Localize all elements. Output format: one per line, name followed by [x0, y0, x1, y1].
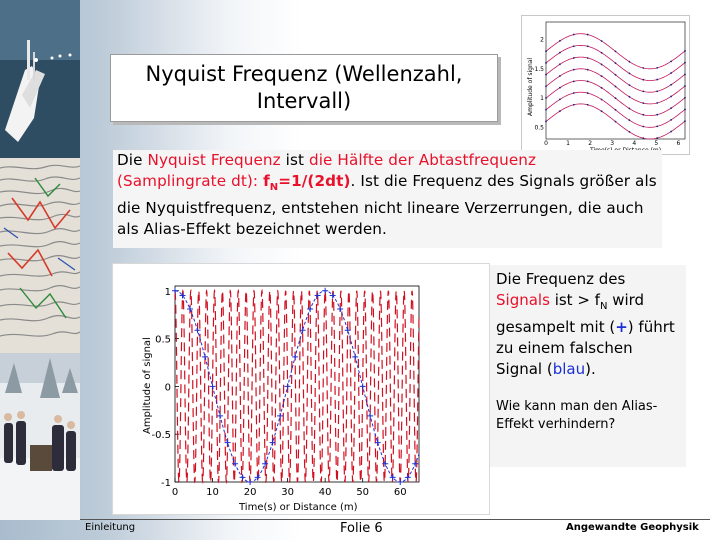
thumb-sample-point — [670, 72, 672, 74]
thumb-sample-point — [615, 121, 617, 123]
sample-marker — [337, 306, 343, 312]
thumb-sample-point — [559, 63, 561, 65]
thumb-sample-point — [656, 102, 658, 104]
side-signals: Signals — [496, 291, 550, 309]
y-tick-label: -1 — [161, 478, 171, 489]
thumb-sample-point — [615, 97, 617, 99]
thumb-sample-point — [559, 52, 561, 54]
y-tick-label: 0.5 — [155, 334, 171, 346]
thumb-sample-point — [615, 62, 617, 64]
thumb-sample-point — [601, 75, 603, 77]
nyquist-term: Nyquist Frequenz — [147, 151, 281, 169]
main-ylabel: Amplitude of signal — [142, 337, 153, 434]
thumb-sample-point — [670, 60, 672, 62]
y-tick-label: 1 — [164, 286, 171, 298]
thumb-sample-point — [559, 40, 561, 42]
footer-section: Einleitung — [85, 522, 136, 533]
thumb-sample-point — [601, 52, 603, 54]
thumb-x-tick-label: 4 — [632, 140, 637, 147]
thumb-y-tick-label: 1 — [540, 95, 544, 103]
thumb-sample-point — [684, 109, 686, 111]
main-xlabel: Time(s) or Distance (m) — [239, 502, 358, 513]
thumb-ylabel: Amplitude of signal — [527, 57, 534, 116]
thumb-sample-point — [545, 62, 547, 64]
thumb-sample-point — [545, 85, 547, 87]
sampling-rate-term: (Samplingrate dt): — [117, 172, 259, 190]
thumb-sample-point — [545, 109, 547, 111]
thumb-sample-point — [601, 87, 603, 89]
thumb-sample-point — [670, 96, 672, 98]
thumb-x-tick-label: 3 — [610, 140, 615, 147]
thumb-sample-point — [642, 102, 644, 104]
side-plus: + — [615, 318, 628, 336]
sample-marker — [210, 383, 216, 389]
thumb-sample-point — [629, 119, 631, 121]
thumb-sample-point — [684, 62, 686, 64]
thumb-sample-point — [587, 69, 589, 71]
thumb-sample-point — [656, 114, 658, 116]
thumb-sample-point — [559, 99, 561, 101]
slide-number: Folie 6 — [340, 521, 383, 536]
thumbnail-chart — [521, 15, 690, 155]
thumb-sample-point — [642, 67, 644, 69]
thumb-sample-point — [559, 87, 561, 89]
thumb-sample-point — [629, 73, 631, 75]
seismic-section-image — [0, 158, 80, 353]
thumb-sample-point — [670, 119, 672, 121]
intro-die: Die — [117, 151, 143, 169]
sample-marker — [322, 288, 328, 294]
thumb-sample-point — [684, 85, 686, 87]
thumb-sample-point — [684, 120, 686, 122]
thumb-sample-point — [684, 97, 686, 99]
thumb-sample-point — [587, 104, 589, 106]
thumb-sample-point — [656, 79, 658, 81]
thumb-sample-point — [656, 137, 658, 139]
sample-marker — [360, 383, 366, 389]
sample-marker — [277, 413, 283, 419]
side-blau: blau — [552, 360, 586, 378]
thumb-sample-point — [601, 110, 603, 112]
thumb-sample-point — [587, 34, 589, 36]
thumb-sample-point — [642, 126, 644, 128]
side-c: ist > f — [554, 291, 600, 309]
thumb-sample-point — [573, 104, 575, 106]
nyquist-formula: $f_N=1/(2dt)$ — [263, 172, 351, 194]
intro-text — [113, 150, 662, 248]
sample-marker — [217, 413, 223, 419]
thumb-x-tick-label: 2 — [588, 140, 593, 147]
sample-marker — [172, 288, 178, 294]
intro-rest: . Ist die Frequenz des Signals größer als die Nyquistfrequenz, entstehen nicht lineare Verzerrungen, die auch als Alias-Effekt bezeichnet werden. — [117, 172, 657, 239]
thumb-sample-point — [642, 91, 644, 93]
thumb-sample-point — [684, 50, 686, 52]
thumb-sample-point — [656, 125, 658, 127]
x-tick-label: 50 — [356, 487, 370, 498]
field-team-photo — [0, 353, 80, 520]
sample-marker — [405, 474, 411, 480]
thumb-sample-point — [545, 97, 547, 99]
intro-ist: ist — [285, 151, 305, 169]
title-line-2: Intervall) — [256, 89, 352, 113]
thumb-sample-point — [642, 137, 644, 139]
thumb-sample-point — [545, 50, 547, 52]
thumb-sample-point — [559, 75, 561, 77]
thumb-sample-point — [559, 110, 561, 112]
thumb-sample-point — [670, 84, 672, 86]
thumb-sample-point — [656, 67, 658, 69]
footer-course: Angewandte Geophysik — [566, 522, 699, 533]
y-tick-label: 0 — [164, 382, 171, 394]
side-explanation — [490, 265, 686, 467]
ship-photo — [0, 0, 80, 158]
thumb-sample-point — [629, 108, 631, 110]
thumb-sample-point — [629, 61, 631, 63]
side-d: N — [599, 301, 608, 312]
sample-marker — [352, 354, 358, 360]
thumb-sample-point — [601, 64, 603, 66]
thumb-sample-point — [587, 57, 589, 59]
thumb-sample-point — [656, 90, 658, 92]
sample-marker — [397, 479, 403, 485]
thumb-y-tick-label: 1.5 — [534, 65, 544, 73]
thumb-sample-point — [601, 40, 603, 42]
sample-marker — [285, 383, 291, 389]
thumb-sample-point — [684, 73, 686, 75]
thumb-x-tick-label: 5 — [654, 140, 659, 147]
thumb-x-tick-label: 1 — [566, 140, 570, 147]
thumb-sample-point — [615, 109, 617, 111]
sample-marker — [240, 474, 246, 480]
thumb-sample-point — [587, 45, 589, 47]
sample-marker — [367, 413, 373, 419]
thumb-sample-point — [573, 45, 575, 47]
thumb-y-tick-label: 2 — [540, 36, 544, 44]
thumb-sample-point — [601, 99, 603, 101]
thumb-y-tick-label: 0.5 — [534, 124, 544, 132]
thumb-x-tick-label: 0 — [544, 140, 548, 147]
thumb-sample-point — [629, 131, 631, 133]
x-tick-label: 40 — [318, 487, 332, 498]
side-g: ) führt zu einem falschen Signal ( — [496, 318, 675, 378]
thumb-x-tick-label: 6 — [676, 140, 681, 147]
aliasing-chart — [112, 263, 490, 515]
thumb-sample-point — [545, 74, 547, 76]
thumb-sample-point — [615, 74, 617, 76]
thumb-sample-point — [573, 92, 575, 94]
thumb-sample-point — [629, 84, 631, 86]
thumb-sample-point — [615, 86, 617, 88]
sample-marker — [247, 479, 253, 485]
side-i: ). — [585, 360, 596, 378]
side-a: Die Frequenz des — [496, 270, 626, 288]
thumb-sample-point — [642, 114, 644, 116]
alias-question: Wie kann man den Alias-Effekt verhindern? — [496, 399, 658, 432]
thumb-sample-point — [587, 80, 589, 82]
thumb-sample-point — [642, 79, 644, 81]
half-sampling-term: die Hälfte der Abtastfrequenz — [309, 151, 537, 169]
footer-divider — [80, 519, 710, 520]
sample-marker — [292, 354, 298, 360]
x-tick-label: 10 — [206, 487, 219, 498]
thumb-sample-point — [573, 80, 575, 82]
thumb-sample-point — [615, 50, 617, 52]
x-tick-label: 30 — [281, 487, 294, 498]
thumb-sample-point — [587, 92, 589, 94]
x-tick-label: 0 — [171, 487, 179, 498]
x-tick-label: 60 — [393, 487, 407, 498]
thumb-sample-point — [670, 131, 672, 133]
thumb-sample-point — [670, 107, 672, 109]
side-e: wird gesampelt mit ( — [496, 291, 645, 336]
x-tick-label: 20 — [243, 487, 257, 498]
thumb-sample-point — [629, 96, 631, 98]
slide-title — [110, 54, 498, 122]
thumb-sample-point — [573, 57, 575, 59]
sample-marker — [202, 354, 208, 360]
thumb-sample-point — [573, 34, 575, 36]
thumb-sample-point — [573, 69, 575, 71]
thumb-sample-point — [545, 121, 547, 123]
y-tick-label: -0.5 — [151, 430, 171, 442]
title-line-1: Nyquist Frequenz (Wellenzahl, — [145, 62, 463, 86]
